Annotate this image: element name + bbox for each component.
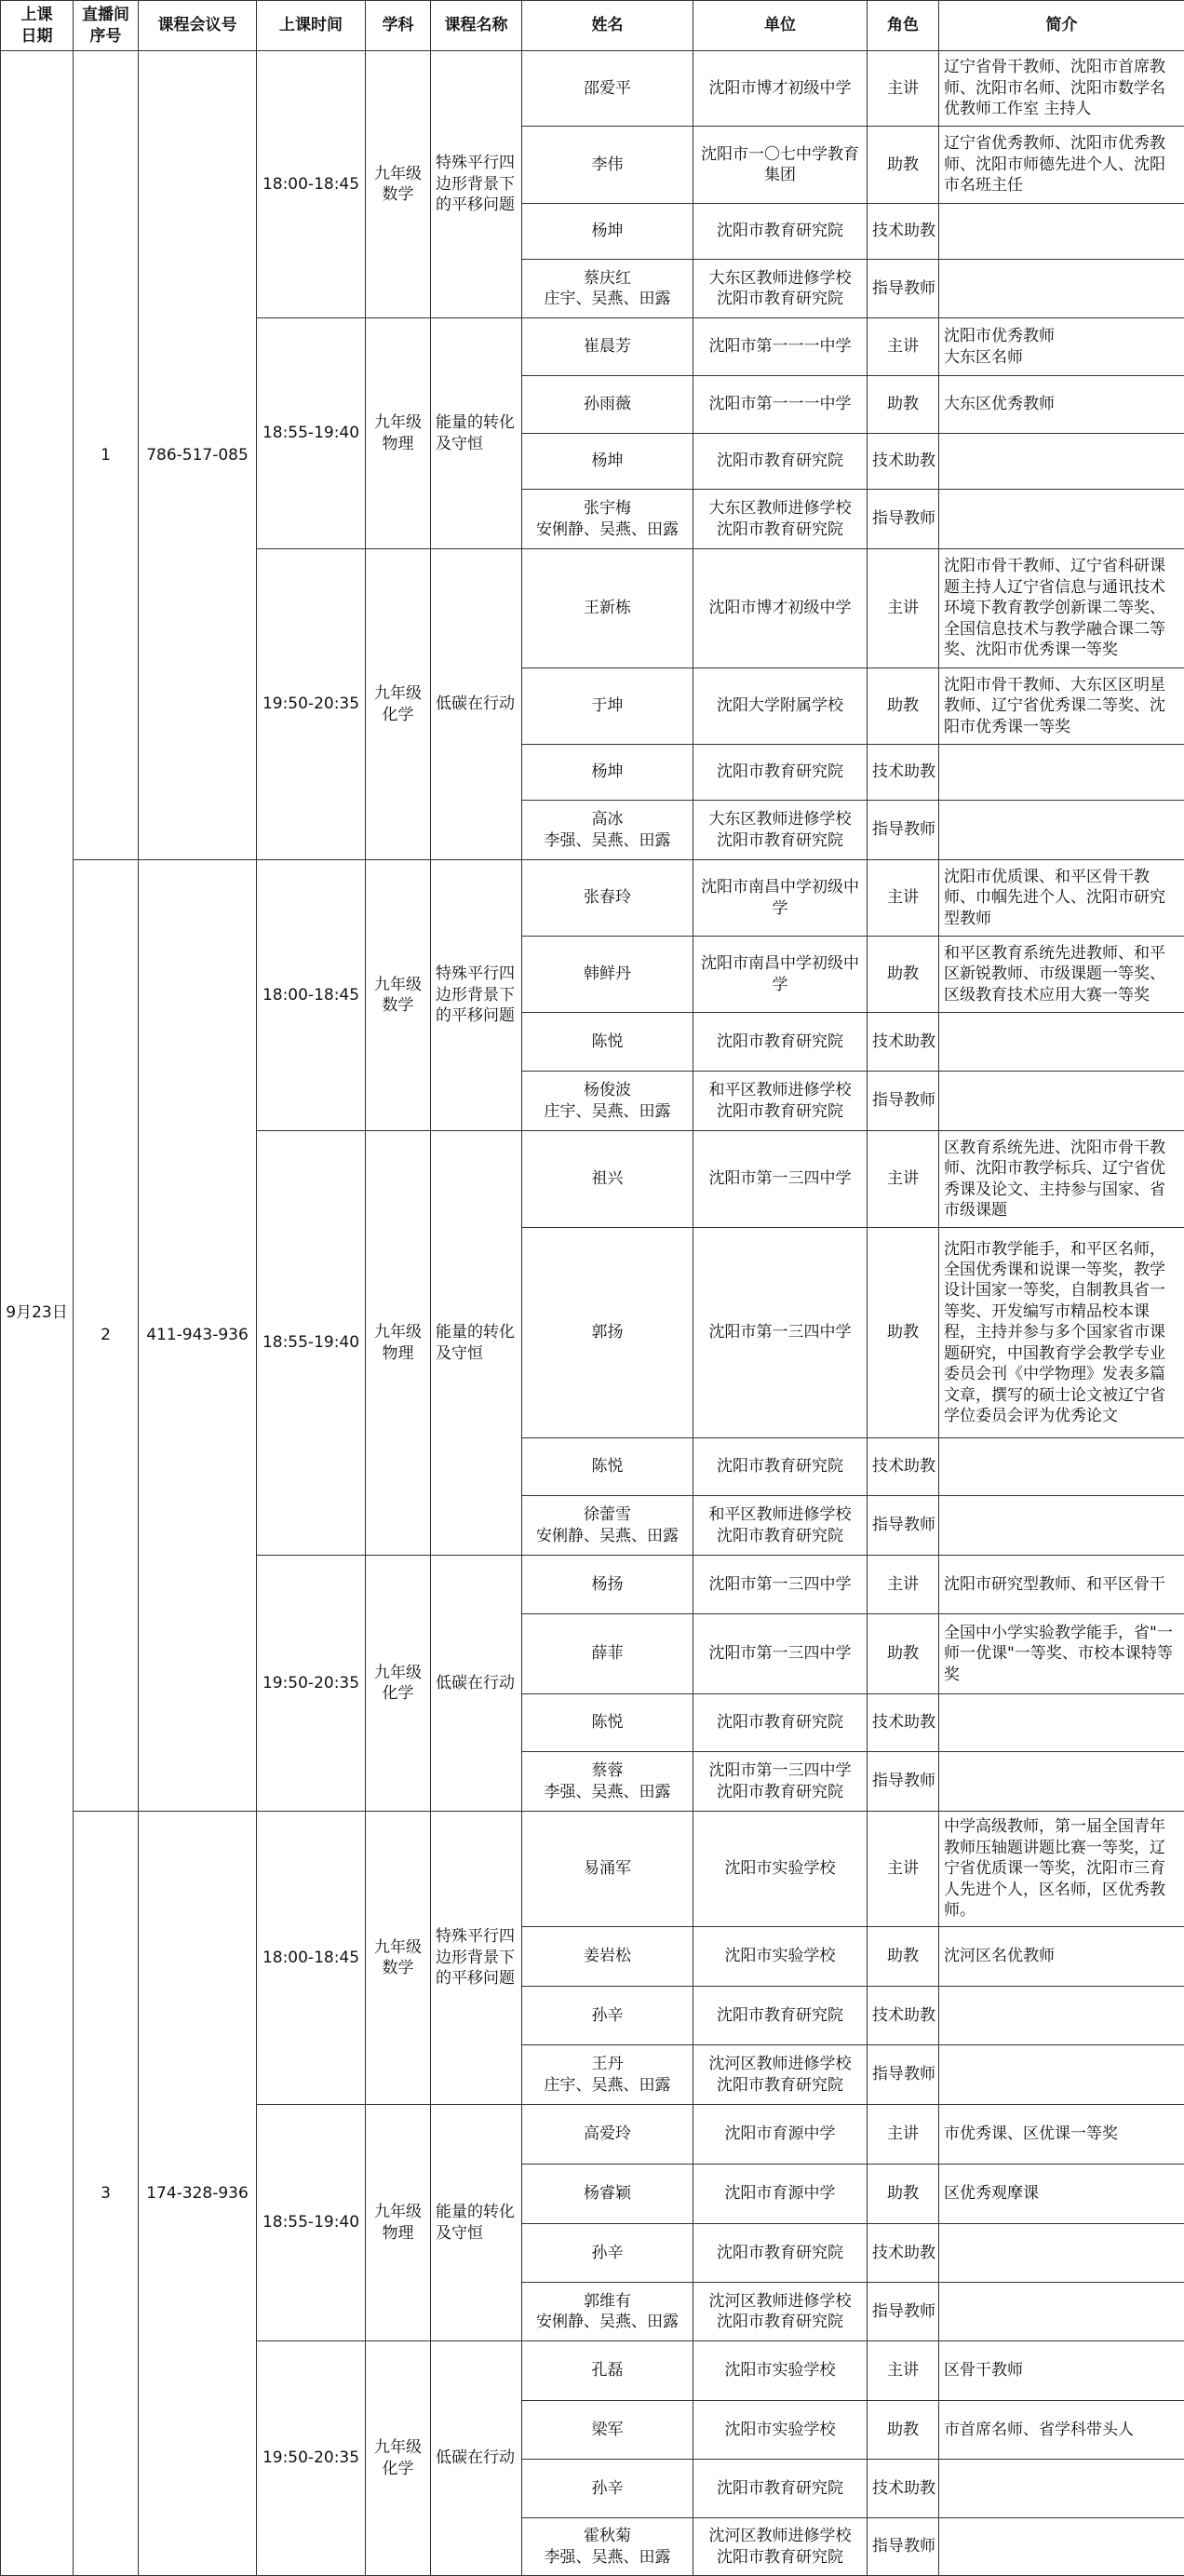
person-unit: 沈阳市教育研究院 — [693, 2460, 868, 2518]
person-role: 技术助教 — [868, 1987, 939, 2045]
person-unit: 沈阳市第一一一中学 — [693, 318, 868, 376]
person-bio: 沈阳市优秀教师 大东区名师 — [939, 318, 1184, 376]
session-time: 19:50-20:35 — [257, 1556, 366, 1812]
person-bio: 区骨干教师 — [939, 2341, 1184, 2401]
person-bio: 沈阳市教学能手，和平区名师，全国优秀课和说课一等奖，教学设计国家一等奖，自制教具省一等奖、开发编写市精品校本课程，主持并参与多个国家省市课题研究，中国教育学会教学专业委员会刊《中学物理》发表多篇文章，撰写的硕士论文被辽宁省学位委员会评为优秀论文 — [939, 1228, 1184, 1438]
person-bio — [939, 1752, 1184, 1812]
person-unit: 沈阳市教育研究院 — [693, 1438, 868, 1496]
session-course: 特殊平行四边形背景下的平移问题 — [431, 860, 522, 1131]
person-role: 技术助教 — [868, 2224, 939, 2283]
person-bio — [939, 490, 1184, 549]
session-subject: 九年级 化学 — [366, 1556, 431, 1812]
person-role: 指导教师 — [868, 490, 939, 549]
person-bio: 市首席名师、省学科带头人 — [939, 2401, 1184, 2460]
room-number: 1 — [74, 51, 139, 860]
session-course: 能量的转化及守恒 — [431, 318, 522, 549]
session-subject: 九年级 物理 — [366, 2105, 431, 2341]
header-unit: 单位 — [693, 1, 868, 51]
person-name: 郭扬 — [522, 1228, 693, 1438]
person-name: 于坤 — [522, 668, 693, 745]
person-unit: 大东区教师进修学校 沈阳市教育研究院 — [693, 801, 868, 860]
person-name: 徐蕾雪 安俐静、吴燕、田露 — [522, 1496, 693, 1556]
person-name: 崔晨芳 — [522, 318, 693, 376]
person-name: 王新栋 — [522, 549, 693, 668]
session-time: 18:55-19:40 — [257, 1131, 366, 1556]
header-role: 角色 — [868, 1, 939, 51]
person-name: 张春玲 — [522, 860, 693, 937]
header-date: 上课 日期 — [1, 1, 74, 51]
person-bio — [939, 2518, 1184, 2576]
person-role: 指导教师 — [868, 2283, 939, 2341]
person-unit: 沈河区教师进修学校 沈阳市教育研究院 — [693, 2518, 868, 2576]
session-time: 18:00-18:45 — [257, 1812, 366, 2105]
person-unit: 沈阳市教育研究院 — [693, 1987, 868, 2045]
session-subject: 九年级 化学 — [366, 2341, 431, 2576]
person-role: 助教 — [868, 937, 939, 1013]
person-role: 指导教师 — [868, 260, 939, 318]
person-unit: 沈阳市教育研究院 — [693, 434, 868, 490]
session-time: 18:55-19:40 — [257, 2105, 366, 2341]
person-role: 技术助教 — [868, 1438, 939, 1496]
person-unit: 大东区教师进修学校 沈阳市教育研究院 — [693, 260, 868, 318]
session-subject: 九年级 化学 — [366, 549, 431, 860]
session-time: 19:50-20:35 — [257, 2341, 366, 2576]
person-role: 指导教师 — [868, 1496, 939, 1556]
session-course: 低碳在行动 — [431, 1556, 522, 1812]
person-unit: 沈阳市第一三四中学 — [693, 1614, 868, 1694]
meeting-number: 786-517-085 — [139, 51, 257, 860]
person-unit: 沈阳市实验学校 — [693, 2401, 868, 2460]
person-name: 蔡庆红 庄宇、吴燕、田露 — [522, 260, 693, 318]
person-name: 杨坤 — [522, 434, 693, 490]
person-name: 薛菲 — [522, 1614, 693, 1694]
person-bio: 沈阳市研究型教师、和平区骨干 — [939, 1556, 1184, 1614]
person-unit: 沈阳市第一三四中学 — [693, 1131, 868, 1228]
person-name: 郭维有 安俐静、吴燕、田露 — [522, 2283, 693, 2341]
person-role: 助教 — [868, 1228, 939, 1438]
header-room: 直播间 序号 — [74, 1, 139, 51]
person-role: 主讲 — [868, 860, 939, 937]
person-bio — [939, 2045, 1184, 2105]
header-row — [1, 1, 1184, 51]
person-bio: 和平区教育系统先进教师、和平区新锐教师、市级课题一等奖、区级教育技术应用大赛一等奖 — [939, 937, 1184, 1013]
person-role: 指导教师 — [868, 2045, 939, 2105]
person-unit: 沈阳市教育研究院 — [693, 1694, 868, 1752]
person-role: 技术助教 — [868, 434, 939, 490]
person-bio — [939, 1438, 1184, 1496]
person-name: 陈悦 — [522, 1013, 693, 1072]
person-unit: 沈阳市博才初级中学 — [693, 549, 868, 668]
person-name: 孙辛 — [522, 2460, 693, 2518]
schedule-body — [1, 51, 1184, 2576]
header-name: 姓名 — [522, 1, 693, 51]
person-name: 王丹 庄宇、吴燕、田露 — [522, 2045, 693, 2105]
session-course: 能量的转化及守恒 — [431, 2105, 522, 2341]
person-bio — [939, 2460, 1184, 2518]
person-unit: 沈阳市教育研究院 — [693, 745, 868, 801]
meeting-number: 174-328-936 — [139, 1812, 257, 2576]
session-time: 18:00-18:45 — [257, 51, 366, 318]
session-course: 特殊平行四边形背景下的平移问题 — [431, 1812, 522, 2105]
person-bio — [939, 745, 1184, 801]
person-unit: 沈阳市教育研究院 — [693, 2224, 868, 2283]
person-bio: 沈河区名优教师 — [939, 1927, 1184, 1987]
person-unit: 沈阳市第一三四中学 沈阳市教育研究院 — [693, 1752, 868, 1812]
session-time: 18:55-19:40 — [257, 318, 366, 549]
header-bio: 简介 — [939, 1, 1184, 51]
person-bio: 市优秀课、区优课一等奖 — [939, 2105, 1184, 2165]
person-unit: 沈阳市博才初级中学 — [693, 51, 868, 127]
person-name: 孙雨薇 — [522, 376, 693, 434]
person-unit: 沈阳市实验学校 — [693, 2341, 868, 2401]
session-course: 特殊平行四边形背景下的平移问题 — [431, 51, 522, 318]
person-role: 主讲 — [868, 549, 939, 668]
person-role: 主讲 — [868, 2105, 939, 2165]
person-name: 李伟 — [522, 127, 693, 204]
person-role: 主讲 — [868, 318, 939, 376]
person-name: 韩鲜丹 — [522, 937, 693, 1013]
session-subject: 九年级 物理 — [366, 1131, 431, 1556]
person-role: 技术助教 — [868, 204, 939, 260]
person-name: 张宇梅 安俐静、吴燕、田露 — [522, 490, 693, 549]
session-time: 18:00-18:45 — [257, 860, 366, 1131]
person-unit: 沈阳市实验学校 — [693, 1927, 868, 1987]
person-bio — [939, 1694, 1184, 1752]
person-unit: 沈阳市一〇七中学教育集团 — [693, 127, 868, 204]
person-role: 助教 — [868, 668, 939, 745]
person-bio — [939, 1496, 1184, 1556]
person-name: 陈悦 — [522, 1694, 693, 1752]
person-bio: 中学高级教师，第一届全国青年教师压轴题讲题比赛一等奖，辽宁省优质课一等奖，沈阳市三育人先进个人，区名师，区优秀教师。 — [939, 1812, 1184, 1927]
person-unit: 沈阳市南昌中学初级中学 — [693, 860, 868, 937]
person-bio — [939, 1072, 1184, 1131]
person-unit: 沈阳市育源中学 — [693, 2165, 868, 2224]
person-bio: 辽宁省优秀教师、沈阳市优秀教师、沈阳市师德先进个人、沈阳市名班主任 — [939, 127, 1184, 204]
session-course: 能量的转化及守恒 — [431, 1131, 522, 1556]
person-unit: 沈阳市实验学校 — [693, 1812, 868, 1927]
person-name: 杨扬 — [522, 1556, 693, 1614]
person-name: 陈悦 — [522, 1438, 693, 1496]
person-name: 孔磊 — [522, 2341, 693, 2401]
person-name: 祖兴 — [522, 1131, 693, 1228]
session-subject: 九年级 数学 — [366, 51, 431, 318]
header-time: 上课时间 — [257, 1, 366, 51]
person-role: 技术助教 — [868, 1013, 939, 1072]
person-role: 主讲 — [868, 1556, 939, 1614]
meeting-number: 411-943-936 — [139, 860, 257, 1812]
person-role: 主讲 — [868, 1131, 939, 1228]
header-course: 课程名称 — [431, 1, 522, 51]
header-meeting: 课程会议号 — [139, 1, 257, 51]
person-name: 邵爱平 — [522, 51, 693, 127]
person-bio: 区优秀观摩课 — [939, 2165, 1184, 2224]
person-bio — [939, 1013, 1184, 1072]
person-name: 杨坤 — [522, 745, 693, 801]
person-name: 霍秋菊 李强、吴燕、田露 — [522, 2518, 693, 2576]
person-role: 助教 — [868, 2165, 939, 2224]
person-role: 助教 — [868, 1614, 939, 1694]
session-time: 19:50-20:35 — [257, 549, 366, 860]
person-name: 梁军 — [522, 2401, 693, 2460]
person-name: 高冰 李强、吴燕、田露 — [522, 801, 693, 860]
person-unit: 和平区教师进修学校 沈阳市教育研究院 — [693, 1072, 868, 1131]
person-bio — [939, 2283, 1184, 2341]
person-role: 指导教师 — [868, 801, 939, 860]
person-role: 助教 — [868, 376, 939, 434]
person-bio — [939, 2224, 1184, 2283]
person-role: 指导教师 — [868, 1072, 939, 1131]
session-subject: 九年级 数学 — [366, 1812, 431, 2105]
person-unit: 沈阳市第一一一中学 — [693, 376, 868, 434]
person-role: 助教 — [868, 127, 939, 204]
room-number: 3 — [74, 1812, 139, 2576]
person-bio: 辽宁省骨干教师、沈阳市首席教师、沈阳市名师、沈阳市数学名优教师工作室 主持人 — [939, 51, 1184, 127]
person-name: 孙辛 — [522, 1987, 693, 2045]
person-bio: 大东区优秀教师 — [939, 376, 1184, 434]
person-bio: 沈阳市骨干教师、辽宁省科研课题主持人辽宁省信息与通讯技术环境下教育教学创新课二等奖、全国信息技术与教学融合课二等奖、沈阳市优秀课一等奖 — [939, 549, 1184, 668]
person-unit: 沈阳大学附属学校 — [693, 668, 868, 745]
person-unit: 沈阳市教育研究院 — [693, 204, 868, 260]
person-name: 杨睿颖 — [522, 2165, 693, 2224]
person-unit: 沈阳市育源中学 — [693, 2105, 868, 2165]
person-name: 孙辛 — [522, 2224, 693, 2283]
person-unit: 沈阳市第一三四中学 — [693, 1228, 868, 1438]
person-name: 杨俊波 庄宇、吴燕、田露 — [522, 1072, 693, 1131]
person-role: 助教 — [868, 2401, 939, 2460]
table-row — [1, 860, 1184, 937]
person-bio: 沈阳市优质课、和平区骨干教师、巾帼先进个人、沈阳市研究型教师 — [939, 860, 1184, 937]
person-name: 杨坤 — [522, 204, 693, 260]
person-bio — [939, 204, 1184, 260]
person-unit: 沈河区教师进修学校 沈阳市教育研究院 — [693, 2045, 868, 2105]
person-role: 主讲 — [868, 1812, 939, 1927]
person-bio — [939, 1987, 1184, 2045]
person-role: 主讲 — [868, 2341, 939, 2401]
session-course: 低碳在行动 — [431, 2341, 522, 2576]
session-subject: 九年级 物理 — [366, 318, 431, 549]
person-unit: 沈阳市教育研究院 — [693, 1013, 868, 1072]
session-subject: 九年级 数学 — [366, 860, 431, 1131]
person-role: 助教 — [868, 1927, 939, 1987]
person-bio: 全国中小学实验教学能手，省"一师一优课"一等奖、市校本课特等奖 — [939, 1614, 1184, 1694]
person-name: 蔡蓉 李强、吴燕、田露 — [522, 1752, 693, 1812]
table-row — [1, 1812, 1184, 1927]
person-bio — [939, 434, 1184, 490]
person-unit: 沈河区教师进修学校 沈阳市教育研究院 — [693, 2283, 868, 2341]
session-course: 低碳在行动 — [431, 549, 522, 860]
date-cell: 9月23日 — [1, 51, 74, 2576]
person-name: 高爱玲 — [522, 2105, 693, 2165]
person-name: 姜岩松 — [522, 1927, 693, 1987]
person-unit: 沈阳市第一三四中学 — [693, 1556, 868, 1614]
person-role: 指导教师 — [868, 1752, 939, 1812]
room-number: 2 — [74, 860, 139, 1812]
person-bio — [939, 260, 1184, 318]
person-bio — [939, 801, 1184, 860]
person-role: 技术助教 — [868, 2460, 939, 2518]
person-role: 技术助教 — [868, 745, 939, 801]
person-unit: 沈阳市南昌中学初级中学 — [693, 937, 868, 1013]
person-bio: 沈阳市骨干教师、大东区区明星教师、辽宁省优秀课二等奖、沈阳市优秀课一等奖 — [939, 668, 1184, 745]
person-role: 指导教师 — [868, 2518, 939, 2576]
person-unit: 和平区教师进修学校 沈阳市教育研究院 — [693, 1496, 868, 1556]
header-subject: 学科 — [366, 1, 431, 51]
person-name: 易涌军 — [522, 1812, 693, 1927]
person-role: 主讲 — [868, 51, 939, 127]
person-role: 技术助教 — [868, 1694, 939, 1752]
table-row — [1, 51, 1184, 127]
person-unit: 大东区教师进修学校 沈阳市教育研究院 — [693, 490, 868, 549]
person-bio: 区教育系统先进、沈阳市骨干教师、沈阳市教学标兵、辽宁省优秀课及论文、主持参与国家、省市级课题 — [939, 1131, 1184, 1228]
